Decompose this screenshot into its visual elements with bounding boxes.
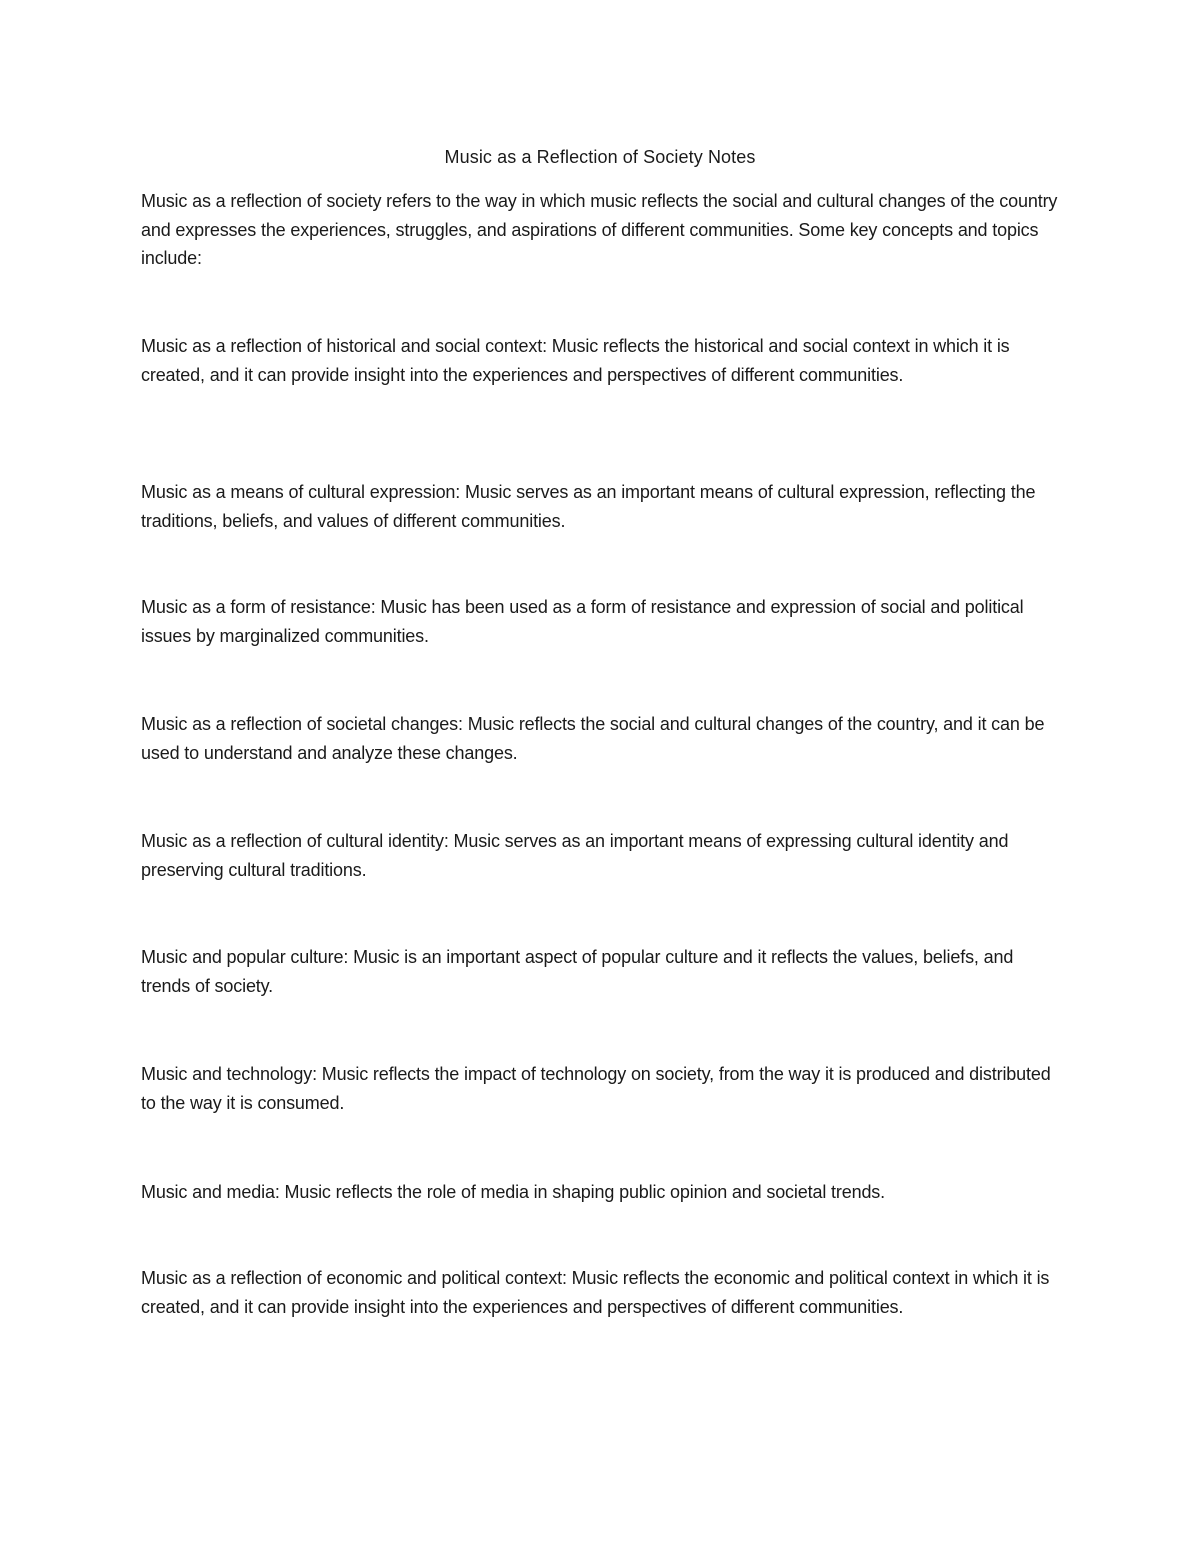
topic-cultural-expression: Music as a means of cultural expression: Music serves as an important means of cultural expression, reflecting the traditions, beliefs, and values of different communities. [141, 482, 1036, 531]
topic-societal-changes: Music as a reflection of societal changes: Music reflects the social and cultural changes of the country, and it can be used to understand and analyze these changes. [141, 714, 1045, 763]
topic-media: Music and media: Music reflects the role of media in shaping public opinion and societal trends. [141, 1182, 886, 1202]
topic-popular-culture: Music and popular culture: Music is an important aspect of popular culture and it reflects the values, beliefs, and trends of society. [141, 947, 1014, 996]
topic-historical-social-context: Music as a reflection of historical and social context: Music reflects the historical and social context in which it is created, and it can provide insight into the experiences and perspectives of different communities. [141, 336, 1010, 385]
topic-form-of-resistance: Music as a form of resistance: Music has been used as a form of resistance and expression of social and political issues by marginalized communities. [141, 597, 1024, 646]
intro-paragraph: Music as a reflection of society refers to the way in which music reflects the social and cultural changes of the country and expresses the experiences, struggles, and aspirations of different communities. Some key concepts and topics include: [141, 191, 1058, 268]
topic-technology: Music and technology: Music reflects the impact of technology on society, from the way it is produced and distributed to the way it is consumed. [141, 1064, 1051, 1113]
document-title: Music as a Reflection of Society Notes [444, 147, 756, 167]
topic-cultural-identity: Music as a reflection of cultural identity: Music serves as an important means of expressing cultural identity and preserving cultural traditions. [141, 831, 1009, 880]
topic-economic-political-context: Music as a reflection of economic and political context: Music reflects the economic and political context in which it is created, and it can provide insight into the experiences and perspectives of different communities. [141, 1268, 1050, 1317]
